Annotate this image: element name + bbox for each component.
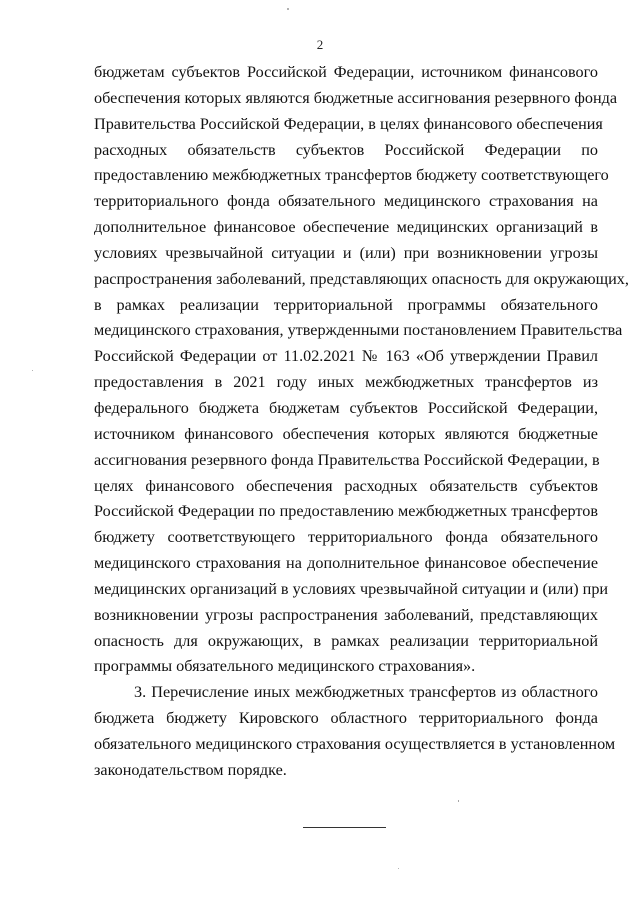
closing-separator-line <box>303 827 386 828</box>
text-line: обеспечения которых являются бюджетные ассигнования резервного фонда <box>94 88 618 107</box>
paragraph-continuation <box>94 60 629 680</box>
text-line: медицинских организаций в условиях чрезвычайной ситуации и (или) при <box>94 579 609 598</box>
text-line: расходных обязательств субъектов Российской Федерации по <box>94 140 598 159</box>
text-line: опасность для окружающих, в рамках реализации территориальной <box>94 631 598 650</box>
text-line: территориального фонда обязательного медицинского страхования на <box>94 192 598 211</box>
scan-speck <box>287 8 289 10</box>
text-line: медицинского страхования, утвержденными постановлением Правительства <box>94 321 623 340</box>
text-line: предоставлению межбюджетных трансфертов бюджету соответствующего <box>94 166 609 185</box>
scan-speck <box>398 868 399 869</box>
paragraph-item-3 <box>94 680 616 783</box>
page-number: 2 <box>316 37 324 52</box>
text-line: законодательством порядке. <box>94 760 287 779</box>
text-line: целях финансового обеспечения расходных обязательств субъектов <box>94 476 598 495</box>
text-line: ассигнования резервного фонда Правительства Российской Федерации, в <box>94 450 600 469</box>
text-line: источником финансового обеспечения которых являются бюджетные <box>94 424 598 443</box>
scan-speck <box>458 800 459 802</box>
text-line: дополнительное финансовое обеспечение медицинских организаций в <box>94 218 598 237</box>
text-line: бюджета бюджету Кировского областного территориального фонда <box>94 708 598 727</box>
text-line: программы обязательного медицинского страхования». <box>94 657 476 676</box>
text-line: бюджетам субъектов Российской Федерации, источником финансового <box>94 63 598 81</box>
text-line: предоставления в 2021 году иных межбюджетных трансфертов из <box>94 373 598 392</box>
text-line: обязательного медицинского страхования осуществляется в установленном <box>94 734 616 753</box>
text-line: Российской Федерации от 11.02.2021 № 163 «Об утверждении Правил <box>94 347 598 366</box>
text-line: распространения заболеваний, представляющих опасность для окружающих, <box>94 269 629 288</box>
text-line: медицинского страхования на дополнительное финансовое обеспечение <box>94 554 598 573</box>
text-line: 3. Перечисление иных межбюджетных трансфертов из областного <box>134 683 598 701</box>
text-line: Правительства Российской Федерации, в целях финансового обеспечения <box>94 114 603 133</box>
text-line: в рамках реализации территориальной программы обязательного <box>94 295 598 314</box>
text-line: условиях чрезвычайной ситуации и (или) при возникновении угрозы <box>94 243 598 262</box>
text-line: федерального бюджета бюджетам субъектов Российской Федерации, <box>94 398 598 417</box>
scan-speck <box>32 370 33 371</box>
text-line: бюджету соответствующего территориального фонда обязательного <box>94 528 598 547</box>
text-line: Российской Федерации по предоставлению межбюджетных трансфертов <box>94 502 598 521</box>
text-line: возникновении угрозы распространения заболеваний, представляющих <box>94 605 598 624</box>
